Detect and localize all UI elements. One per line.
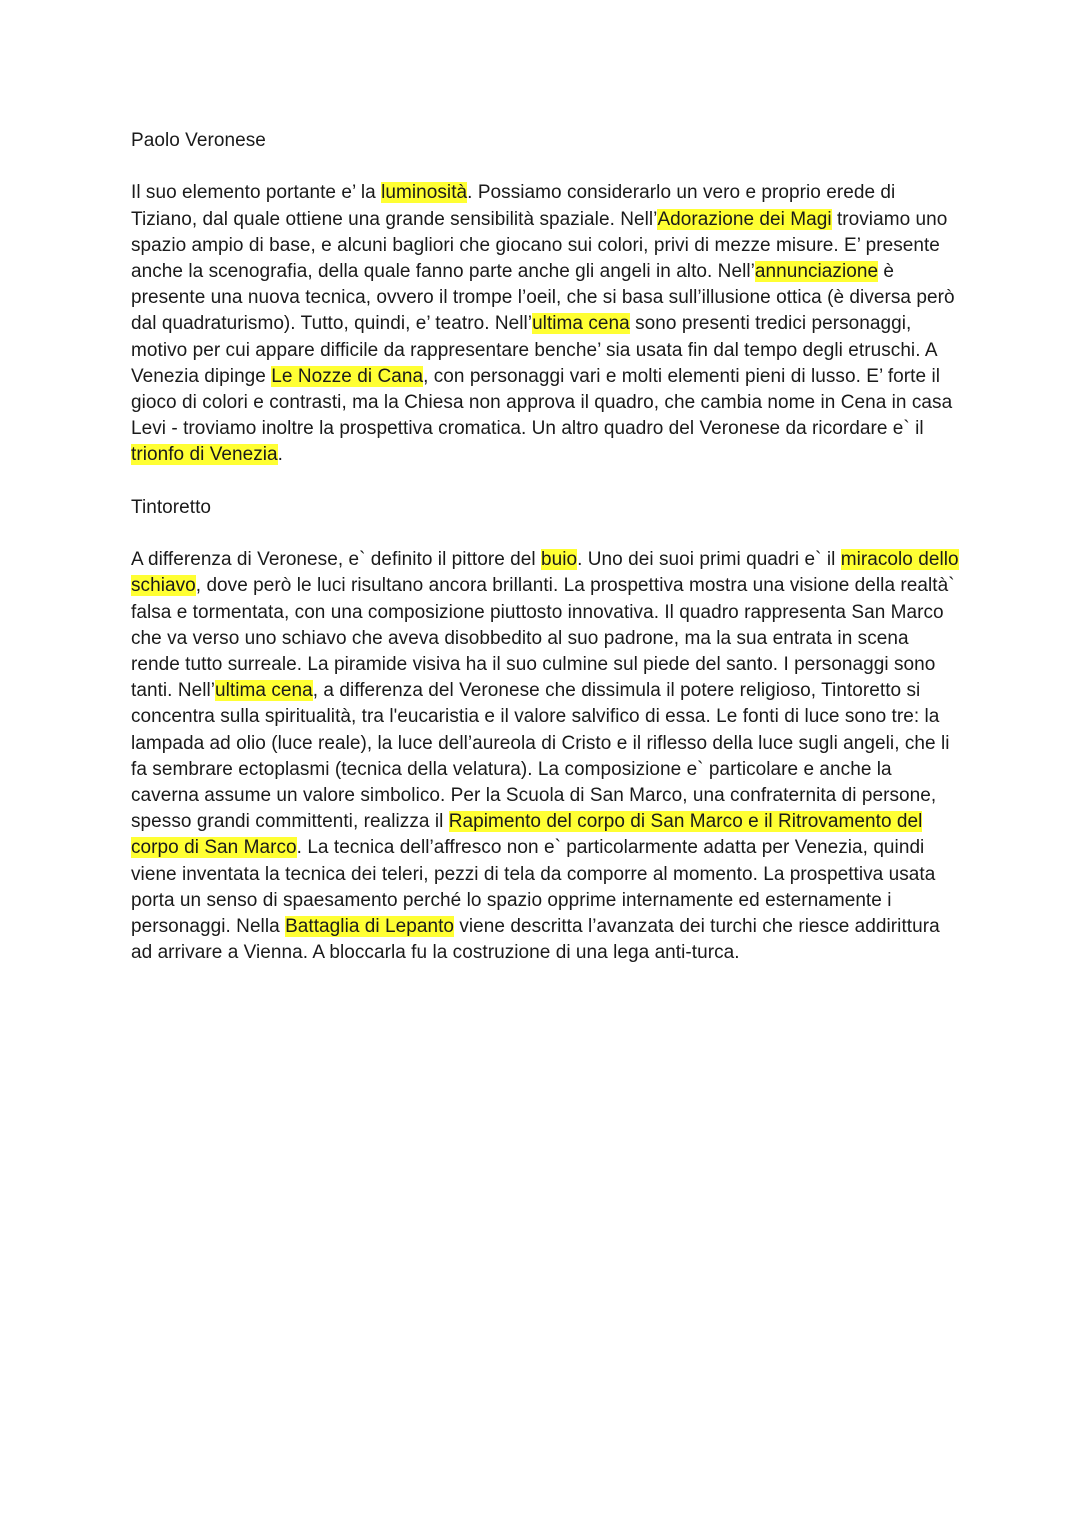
- highlighted-term: Le Nozze di Cana: [271, 365, 424, 387]
- text-run: . La tecnica dell’affresco non e` particolarmente adatta per Venezia, quindi viene inventata la tecnica dei teleri, pezzi di tela da comporre al momento. La prospettiva usata porta un senso di spaesamento perché lo spazio opprime internamente ed esternamente i personaggi. Nella: [131, 837, 936, 938]
- text-run: , dove però le luci risultano ancora brillanti. La prospettiva mostra una visione della realtà` falsa e tormentata, con una composizione piuttosto innovativa. Il quadro rappresenta San Marco che va verso uno schiavo che aveva disobbedito al suo padrone, ma la sua entrata in scena rende tutto surreale. La piramide visiva ha il suo culmine sul piede del santo. I personaggi sono tanti. Nell’: [131, 575, 955, 702]
- text-run: , con personaggi vari e molti elementi pieni di lusso. E’ forte il gioco di colori e contrasti, ma la Chiesa non approva il quadro, che cambia nome in Cena in casa Levi - troviamo inoltre la prospettiva cromatica. Un altro quadro del Veronese da ricordare e` il: [131, 365, 953, 440]
- section-title-veronese: Paolo Veronese: [131, 130, 266, 151]
- text-run: . Uno dei suoi primi quadri e` il: [577, 549, 841, 571]
- text-run: .: [277, 444, 284, 466]
- spacer: [131, 521, 961, 547]
- highlighted-term: miracolo dello schiavo: [131, 549, 959, 597]
- text-run: sono presenti tredici personaggi, motivo per cui appare difficile da rappresentare benche’ sia usata fin dal tempo degli etruschi. A Venezia dipinge: [131, 313, 937, 387]
- text-run: troviamo uno spazio ampio di base, e alcuni bagliori che giocano sui colori, privi di mezze misure. E’ presente anche la scenografia, della quale fanno parte anche gli angeli in alto. Nell’: [131, 208, 948, 282]
- highlighted-term: trionfo di Venezia: [131, 444, 278, 466]
- text-run: , a differenza del Veronese che dissimula il potere religioso, Tintoretto si concentra sulla spiritualità, tra l'eucaristia e il valore salvifico di essa. Le fonti di luce sono tre: la lampada ad olio (luce reale), la luce dell’aureola di Cristo e il riflesso della luce sugli angeli, che li fa sembrare ectoplasmi (tecnica della velatura). La composizione e` particolare e anche la caverna assume un valore simbolico. Per la Scuola di San Marco, una confraternita di persone, spesso grandi committenti, realizza il: [131, 680, 950, 833]
- spacer: [131, 469, 961, 495]
- highlighted-term: Rapimento del corpo di San Marco e il Ritrovamento del corpo di San Marco: [131, 811, 923, 859]
- section-title-tintoretto: Tintoretto: [131, 496, 212, 518]
- paragraph-tintoretto: [131, 547, 961, 966]
- text-run: A differenza di Veronese, e` definito il pittore del: [131, 549, 541, 571]
- highlighted-term: buio: [541, 549, 578, 571]
- highlighted-term: ultima cena: [215, 680, 313, 702]
- document-body: [131, 128, 961, 966]
- highlighted-term: luminosità: [381, 182, 468, 204]
- paragraph-veronese: [131, 180, 961, 468]
- highlighted-term: Adorazione dei Magi: [657, 208, 832, 230]
- highlighted-term: Battaglia di Lepanto: [285, 916, 455, 938]
- text-run: è presente una nuova tecnica, ovvero il trompe l’oeil, che si basa sull’illusione ottica (è diversa però dal quadraturismo). Tutto, quindi, e’ teatro. Nell’: [131, 261, 955, 335]
- text-run: . Possiamo considerarlo un vero e proprio erede di Tiziano, dal quale ottiene una grande sensibilità spaziale. Nell’: [131, 182, 896, 230]
- highlighted-term: ultima cena: [532, 313, 630, 335]
- text-run: Il suo elemento portante e’ la: [131, 182, 382, 204]
- highlighted-term: annunciazione: [754, 261, 879, 282]
- spacer: [131, 154, 961, 180]
- text-run: viene descritta l’avanzata dei turchi che riesce addirittura ad arrivare a Vienna. A bloccarla fu la costruzione di una lega anti-turca.: [131, 916, 940, 964]
